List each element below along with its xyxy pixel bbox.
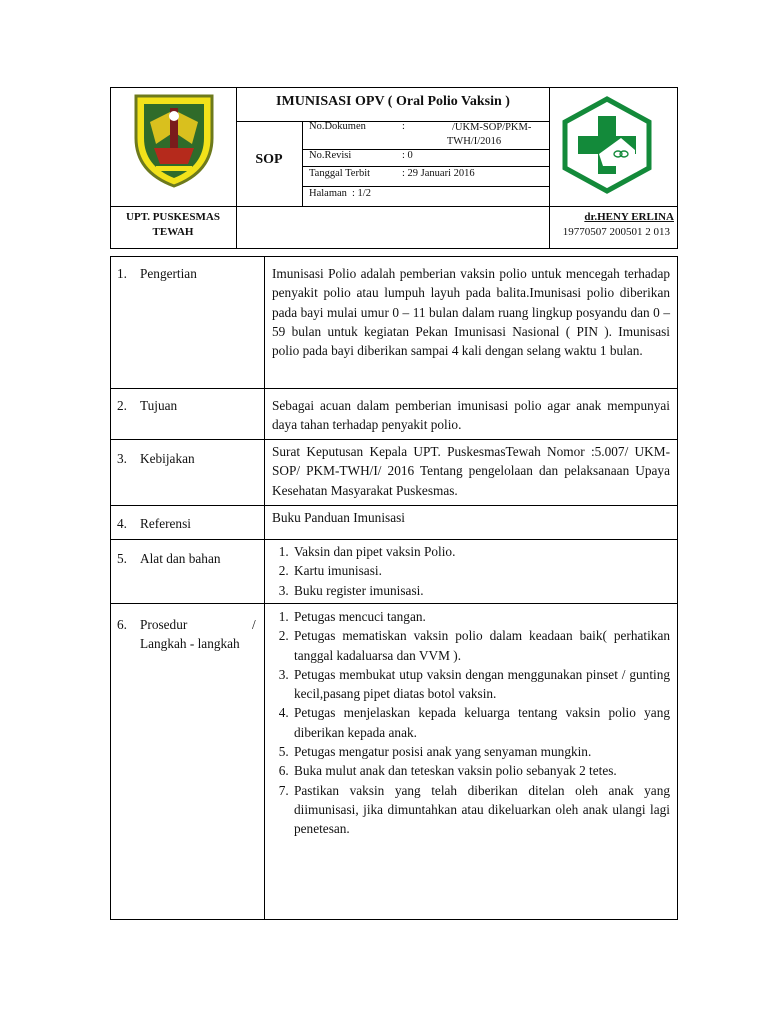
page-label: Halaman bbox=[309, 188, 347, 199]
regional-emblem-logo bbox=[130, 92, 218, 188]
section-number: 1. bbox=[117, 266, 127, 281]
issue-date-label: Tanggal Terbit bbox=[309, 168, 371, 179]
equipment-list bbox=[270, 542, 670, 600]
document-title: IMUNISASI OPV ( Oral Polio Vaksin ) bbox=[276, 94, 510, 109]
section-label-langkah: Langkah - langkah bbox=[140, 636, 240, 651]
list-item: 1. Vaksin dan pipet vaksin Polio. bbox=[292, 542, 670, 561]
section-label-slash: / bbox=[252, 617, 256, 632]
section-label-alat-bahan: Alat dan bahan bbox=[140, 551, 221, 566]
revision-value: : 0 bbox=[402, 150, 413, 161]
revision-label: No.Revisi bbox=[309, 150, 352, 161]
page-value: : 1/2 bbox=[352, 188, 371, 199]
signer-nip: 19770507 200501 2 013 bbox=[562, 226, 670, 238]
section-label-referensi: Referensi bbox=[140, 516, 191, 531]
list-item: 4. Petugas menjelaskan kepada keluarga tentang vaksin polio yang diberikan kepada anak. bbox=[292, 703, 670, 742]
doc-number-sep: : bbox=[402, 121, 405, 132]
section-label-prosedur: Prosedur bbox=[140, 617, 188, 632]
section-text-pengertian: Imunisasi Polio adalah pemberian vaksin polio untuk mencegah terhadap penyakit polio atau lumpuh layuh pada balita.Imunisasi polio diberikan pada bayi mulai umur 0 – 11 bulan dalam ruang lingkup posyandu dan 0 – 59 bulan untuk kegiatan Pekan Imunisasi Nasional ( PIN ). Imunisasi polio pada bayi diberikan sampai 4 kali dengan selang waktu 1 bulan. bbox=[272, 266, 670, 359]
sop-label: SOP bbox=[255, 152, 283, 167]
list-item: 1. Petugas mencuci tangan. bbox=[292, 607, 670, 626]
list-item: 7. Pastikan vaksin yang telah diberikan ditelan oleh anak yang diimunisasi, jika dimuntahkan atau dikeluarkan oleh anak ulangi lagi penetesan. bbox=[292, 781, 670, 839]
list-item: 6. Buka mulut anak dan teteskan vaksin polio sebanyak 2 tetes. bbox=[292, 761, 670, 780]
section-text-referensi: Buku Panduan Imunisasi bbox=[272, 510, 405, 525]
section-text-tujuan: Sebagai acuan dalam pemberian imunisasi polio agar anak mempunyai daya tahan terhadap penyakit polio. bbox=[272, 398, 670, 433]
section-number: 5. bbox=[117, 551, 127, 566]
section-number: 4. bbox=[117, 516, 127, 531]
signer-name: dr.HENY ERLINA bbox=[584, 211, 674, 223]
section-label-pengertian: Pengertian bbox=[140, 266, 197, 281]
section-number: 2. bbox=[117, 398, 127, 413]
section-text-kebijakan: Surat Keputusan Kepala UPT. PuskesmasTewah Nomor :5.007/ UKM-SOP/ PKM-TWH/I/ 2016 Tentang pengelolaan dan pelaksanaan Upaya Kesehatan Masyarakat Puskesmas. bbox=[272, 444, 670, 498]
section-label-tujuan: Tujuan bbox=[140, 398, 178, 413]
list-item: 2. Petugas mematiskan vaksin polio dalam keadaan baik( perhatikan tanggal kadaluarsa dan VVM ). bbox=[292, 626, 670, 665]
procedure-steps-list bbox=[270, 607, 670, 839]
list-item: 2. Kartu imunisasi. bbox=[292, 561, 670, 580]
section-number: 3. bbox=[117, 451, 127, 466]
section-number: 6. bbox=[117, 617, 127, 632]
section-label-kebijakan: Kebijakan bbox=[140, 451, 195, 466]
doc-number-label: No.Dokumen bbox=[309, 121, 366, 132]
puskesmas-logo bbox=[561, 96, 653, 194]
issue-date-value: : 29 Januari 2016 bbox=[402, 168, 475, 179]
list-item: 5. Petugas mengatur posisi anak yang senyaman mungkin. bbox=[292, 742, 670, 761]
doc-number-value: /UKM-SOP/PKM-TWH/I/2016 bbox=[446, 122, 532, 147]
organization-name: UPT. PUSKESMAS TEWAH bbox=[126, 211, 220, 238]
list-item: 3. Buku register imunisasi. bbox=[292, 581, 670, 600]
list-item: 3. Petugas membukat utup vaksin dengan menggunakan pinset / gunting kecil,pasang pipet diatas botol vaksin. bbox=[292, 665, 670, 704]
